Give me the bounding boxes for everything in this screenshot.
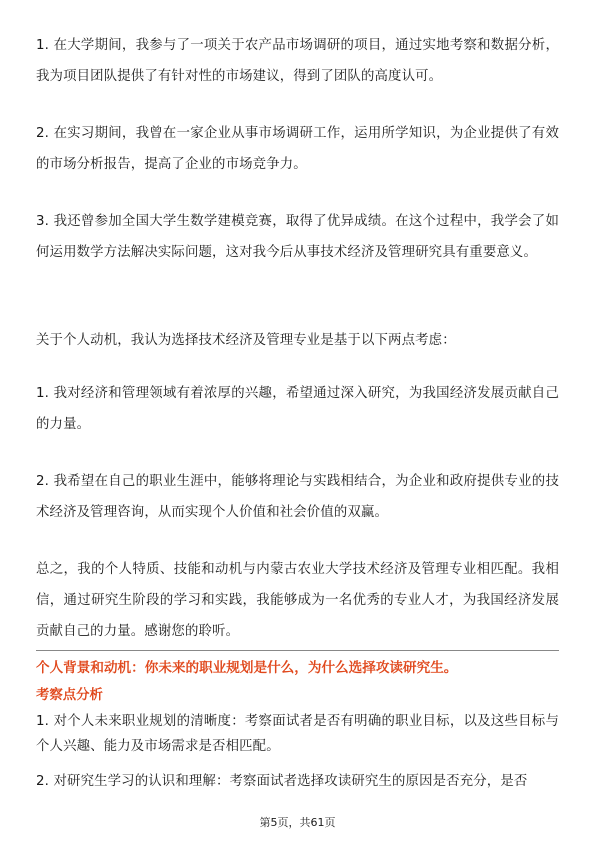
analysis-section-title: 考察点分析 xyxy=(36,688,103,703)
question-title: 个人背景和动机：你未来的职业规划是什么，为什么选择攻读研究生。 xyxy=(36,660,458,676)
paragraph-motivation-interest: 1. 我对经济和管理领域有着浓厚的兴趣，希望通过深入研究，为我国经济发展贡献自己的力量。 xyxy=(36,386,559,432)
analysis-point-1: 1. 对个人未来职业规划的清晰度：考察面试者是否有明确的职业目标，以及这些目标与个人兴趣、能力及市场需求是否相匹配。 xyxy=(36,714,559,754)
document-page xyxy=(36,0,559,842)
paragraph-internship-experience: 2. 在实习期间，我曾在一家企业从事市场调研工作，运用所学知识，为企业提供了有效的市场分析报告，提高了企业的市场竞争力。 xyxy=(36,126,559,172)
page-number-footer: 第5页，共61页 xyxy=(259,816,336,829)
section-divider xyxy=(36,650,559,651)
paragraph-project-experience: 1. 在大学期间，我参与了一项关于农产品市场调研的项目，通过实地考察和数据分析，我为项目团队提供了有针对性的市场建议，得到了团队的高度认可。 xyxy=(36,38,559,84)
paragraph-motivation-career: 2. 我希望在自己的职业生涯中，能够将理论与实践相结合，为企业和政府提供专业的技术经济及管理咨询，从而实现个人价值和社会价值的双赢。 xyxy=(36,474,559,520)
paragraph-motivation-intro: 关于个人动机，我认为选择技术经济及管理专业是基于以下两点考虑： xyxy=(36,333,456,348)
paragraph-conclusion: 总之，我的个人特质、技能和动机与内蒙古农业大学技术经济及管理专业相匹配。我相信，通过研究生阶段的学习和实践，我能够成为一名优秀的专业人才，为我国经济发展贡献自己的力量。感谢您的聆听。 xyxy=(36,562,559,639)
paragraph-modeling-competition: 3. 我还曾参加全国大学生数学建模竞赛，取得了优异成绩。在这个过程中，我学会了如何运用数学方法解决实际问题，这对我今后从事技术经济及管理研究具有重要意义。 xyxy=(36,214,559,260)
analysis-point-2: 2. 对研究生学习的认识和理解：考察面试者选择攻读研究生的原因是否充分，是否 xyxy=(36,774,528,789)
